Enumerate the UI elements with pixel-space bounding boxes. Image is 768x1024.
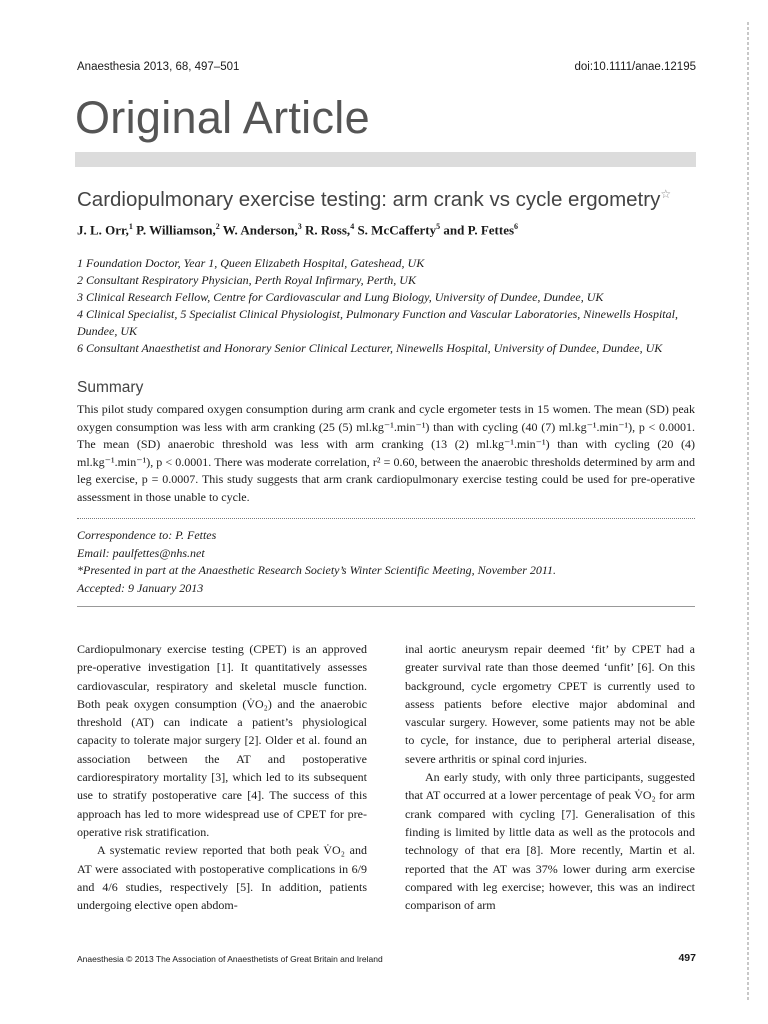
summary-heading: Summary xyxy=(77,379,144,396)
author-separator: and xyxy=(440,222,468,238)
body-column-left xyxy=(77,640,367,914)
affiliation-6: 6 Consultant Anaesthetist and Honorary Senior Clinical Lecturer, Ninewells Hospital, University of Dundee, Dundee, UK xyxy=(77,341,663,355)
author-affiliation-number: 3 xyxy=(297,222,302,231)
affiliation-3: 3 Clinical Research Fellow, Centre for Cardiovascular and Lung Biology, University of Dundee, Dundee, UK xyxy=(77,290,604,304)
presented-note: *Presented in part at the Anaesthetic Research Society’s Winter Scientific Meeting, November 2011. xyxy=(77,563,556,577)
author-affiliation-number: 4 xyxy=(350,222,355,231)
author-affiliation-number: 6 xyxy=(514,222,519,231)
author-list xyxy=(77,222,518,238)
author-name: S. McCafferty xyxy=(357,222,437,238)
footer-copyright: Anaesthesia © 2013 The Association of Anaesthetists of Great Britain and Ireland xyxy=(77,954,383,964)
correspondence-to: Correspondence to: P. Fettes xyxy=(77,528,217,542)
page-number: 497 xyxy=(678,952,696,964)
affiliations xyxy=(77,255,695,357)
doi-link[interactable]: doi:10.1111/anae.12195 xyxy=(574,61,696,73)
accepted-date: Accepted: 9 January 2013 xyxy=(77,580,204,595)
affiliation-1: 1 Foundation Doctor, Year 1, Queen Elizabeth Hospital, Gateshead, UK xyxy=(77,256,425,270)
correspondence-block xyxy=(77,527,556,597)
body-column-right xyxy=(405,640,695,914)
body-paragraph: Cardiopulmonary exercise testing (CPET) is an approved pre-operative investigation [1]. It quantitatively assesses cardiovascular, respiratory and skeletal muscle function. Both peak oxygen consumption (V̇O₂) and the anaerobic threshold (AT) can indicate a patient’s physiological capacity to tolerate major surgery [2]. Older et al. found an association between the AT and postoperative cardiorespiratory mortality [3], which led to its subsequent use to stratify postoperative care [4]. The success of this approach has led to more widespread use of CPET for pre-operative risk stratification. xyxy=(77,642,367,839)
author-affiliation-number: 1 xyxy=(128,222,133,231)
section-heading: Original Article xyxy=(75,92,370,143)
solid-divider xyxy=(77,606,695,607)
author-name: R. Ross, xyxy=(305,222,351,238)
correspondence-email[interactable]: Email: paulfettes@nhs.net xyxy=(77,545,205,560)
body-paragraph: An early study, with only three participants, suggested that AT occurred at a lower percentage of peak V̇O₂ for arm crank compared with cycling [7]. Generalisation of this finding is limited by little data as well as the protocols and technology of that era [8]. More recently, Martin et al. reported that the AT was 37% lower during arm exercise compared with leg exercise; however, this was an indirect comparison of arm xyxy=(405,770,695,913)
summary-abstract xyxy=(77,401,695,506)
author-name: P. Williamson, xyxy=(136,222,216,238)
author-name: J. L. Orr, xyxy=(77,222,129,238)
affiliation-4: 4 Clinical Specialist, 5 Specialist Clinical Physiologist, Pulmonary Function and Vascular Laboratories, Ninewells Hospital, Dundee, UK xyxy=(77,307,678,338)
author-affiliation-number: 5 xyxy=(436,222,441,231)
journal-citation: Anaesthesia 2013, 68, 497–501 xyxy=(77,61,240,73)
affiliation-2: 2 Consultant Respiratory Physician, Perth Royal Infirmary, Perth, UK xyxy=(77,273,416,287)
title-footnote-mark: ☆ xyxy=(660,187,672,201)
article-title-text: Cardiopulmonary exercise testing: arm crank vs cycle ergometry xyxy=(77,187,661,211)
article-title xyxy=(77,187,671,212)
dotted-divider xyxy=(77,518,695,519)
body-paragraph: A systematic review reported that both peak V̇O₂ and AT were associated with postoperative complications in 6/9 and 4/6 studies, respectively [5]. In addition, patients undergoing elective open abdom- xyxy=(77,843,367,913)
side-download-watermark xyxy=(738,22,758,1002)
body-paragraph: inal aortic aneurysm repair deemed ‘fit’ by CPET had a greater survival rate than those deemed ‘unfit’ [6]. On this background, cycle ergometry CPET is currently used to assess patients before elective major abdominal and vascular surgery. However, some patients may not be able to cycle, for instance, due to peripheral arterial disease, severe arthritis or spinal cord injuries. xyxy=(405,642,695,766)
author-affiliation-number: 2 xyxy=(215,222,220,231)
title-divider-bar xyxy=(75,152,696,167)
summary-paragraph: This pilot study compared oxygen consumption during arm crank and cycle ergometer tests in 15 women. The mean (SD) peak oxygen consumption was less with arm cranking (25 (5) ml.kg⁻¹.min⁻¹) than with cycling (40 (7) ml.kg⁻¹.min⁻¹), p < 0.0001. The mean (SD) anaerobic threshold was less with arm cranking (13 (2) ml.kg⁻¹.min⁻¹) than with cycling (20 (4) ml.kg⁻¹.min⁻¹), p < 0.0001. There was moderate correlation, r² = 0.60, between the anaerobic thresholds determined by arm and leg exercise, p = 0.0007. This study suggests that arm crank cardiopulmonary exercise testing could be used for pre-operative assessment in those unable to cycle. xyxy=(77,402,695,504)
author-name: P. Fettes xyxy=(467,222,515,238)
author-name: W. Anderson, xyxy=(222,222,298,238)
